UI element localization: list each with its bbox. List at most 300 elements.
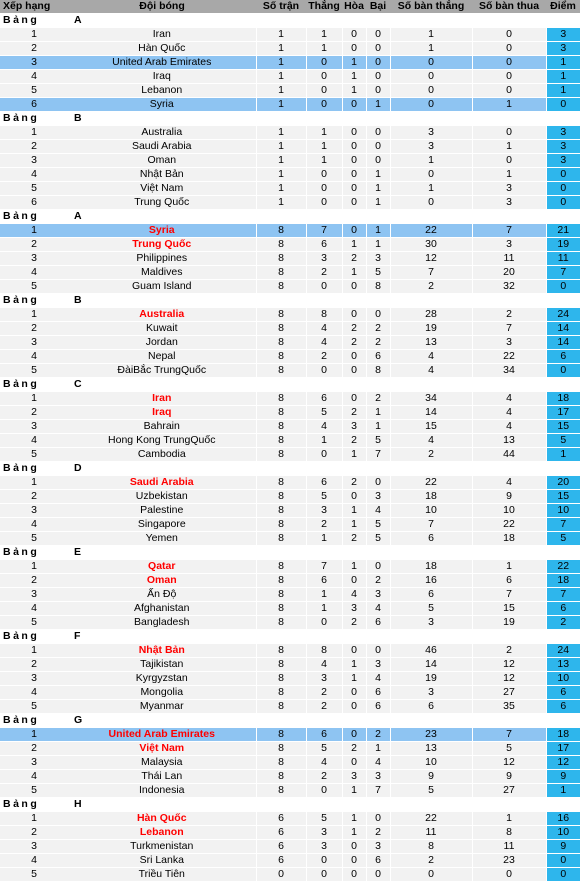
cell-rank: 3 bbox=[0, 840, 68, 854]
table-row bbox=[0, 672, 580, 686]
table-row bbox=[0, 224, 580, 238]
cell-played: 8 bbox=[256, 756, 306, 770]
header-goals-against: Số bàn thua bbox=[472, 0, 546, 14]
cell-won: 0 bbox=[306, 182, 342, 196]
cell-lost: 0 bbox=[366, 70, 390, 84]
cell-lost: 0 bbox=[366, 154, 390, 168]
cell-rank: 4 bbox=[0, 518, 68, 532]
group-letter: G bbox=[68, 714, 256, 728]
cell-points: 7 bbox=[546, 588, 580, 602]
cell-rank: 6 bbox=[0, 196, 68, 210]
cell-drawn: 0 bbox=[342, 196, 366, 210]
cell-won: 4 bbox=[306, 336, 342, 350]
table-row bbox=[0, 644, 580, 658]
cell-won: 3 bbox=[306, 672, 342, 686]
cell-goals-for: 10 bbox=[390, 756, 472, 770]
table-row bbox=[0, 140, 580, 154]
cell-points: 24 bbox=[546, 308, 580, 322]
cell-played: 8 bbox=[256, 280, 306, 294]
cell-played: 8 bbox=[256, 406, 306, 420]
cell-won: 0 bbox=[306, 616, 342, 630]
cell-played: 8 bbox=[256, 490, 306, 504]
group-label: Bảng bbox=[0, 294, 68, 308]
cell-goals-for: 11 bbox=[390, 826, 472, 840]
cell-won: 4 bbox=[306, 756, 342, 770]
cell-played: 1 bbox=[256, 196, 306, 210]
cell-won: 0 bbox=[306, 280, 342, 294]
cell-goals-for: 14 bbox=[390, 406, 472, 420]
cell-points: 22 bbox=[546, 560, 580, 574]
group-label: Bảng bbox=[0, 546, 68, 560]
cell-points: 2 bbox=[546, 616, 580, 630]
cell-played: 8 bbox=[256, 252, 306, 266]
cell-lost: 6 bbox=[366, 700, 390, 714]
cell-goals-for: 9 bbox=[390, 770, 472, 784]
cell-drawn: 1 bbox=[342, 672, 366, 686]
cell-rank: 5 bbox=[0, 280, 68, 294]
group-letter: B bbox=[68, 294, 256, 308]
cell-goals-for: 18 bbox=[390, 490, 472, 504]
cell-points: 6 bbox=[546, 700, 580, 714]
cell-lost: 3 bbox=[366, 588, 390, 602]
table-row bbox=[0, 126, 580, 140]
cell-drawn: 0 bbox=[342, 868, 366, 882]
cell-goals-for: 6 bbox=[390, 532, 472, 546]
cell-goals-for: 4 bbox=[390, 364, 472, 378]
cell-goals-against: 0 bbox=[472, 70, 546, 84]
cell-lost: 3 bbox=[366, 490, 390, 504]
cell-lost: 3 bbox=[366, 252, 390, 266]
cell-team: Syria bbox=[68, 224, 256, 238]
cell-lost: 2 bbox=[366, 574, 390, 588]
group-spacer bbox=[256, 714, 580, 728]
cell-goals-for: 19 bbox=[390, 672, 472, 686]
cell-rank: 5 bbox=[0, 700, 68, 714]
cell-rank: 2 bbox=[0, 826, 68, 840]
cell-played: 8 bbox=[256, 770, 306, 784]
cell-rank: 4 bbox=[0, 350, 68, 364]
cell-drawn: 1 bbox=[342, 84, 366, 98]
cell-points: 1 bbox=[546, 784, 580, 798]
cell-team: Iran bbox=[68, 392, 256, 406]
cell-goals-against: 22 bbox=[472, 518, 546, 532]
table-row bbox=[0, 322, 580, 336]
cell-drawn: 2 bbox=[342, 434, 366, 448]
cell-points: 13 bbox=[546, 658, 580, 672]
cell-played: 1 bbox=[256, 84, 306, 98]
cell-goals-against: 12 bbox=[472, 658, 546, 672]
cell-lost: 3 bbox=[366, 840, 390, 854]
table-row bbox=[0, 392, 580, 406]
cell-drawn: 0 bbox=[342, 42, 366, 56]
cell-drawn: 0 bbox=[342, 280, 366, 294]
cell-won: 2 bbox=[306, 770, 342, 784]
cell-rank: 5 bbox=[0, 182, 68, 196]
cell-goals-for: 1 bbox=[390, 182, 472, 196]
cell-lost: 1 bbox=[366, 224, 390, 238]
table-row bbox=[0, 742, 580, 756]
table-row bbox=[0, 84, 580, 98]
header-played: Số trận bbox=[256, 0, 306, 14]
cell-points: 6 bbox=[546, 350, 580, 364]
cell-team: Hàn Quốc bbox=[68, 812, 256, 826]
cell-drawn: 0 bbox=[342, 350, 366, 364]
cell-rank: 4 bbox=[0, 70, 68, 84]
table-row bbox=[0, 182, 580, 196]
cell-lost: 1 bbox=[366, 182, 390, 196]
cell-drawn: 0 bbox=[342, 182, 366, 196]
header-points: Điểm bbox=[546, 0, 580, 14]
cell-played: 8 bbox=[256, 336, 306, 350]
cell-played: 8 bbox=[256, 392, 306, 406]
cell-goals-for: 13 bbox=[390, 336, 472, 350]
cell-drawn: 0 bbox=[342, 308, 366, 322]
table-row bbox=[0, 266, 580, 280]
cell-lost: 6 bbox=[366, 686, 390, 700]
cell-rank: 3 bbox=[0, 420, 68, 434]
table-row bbox=[0, 364, 580, 378]
cell-points: 16 bbox=[546, 812, 580, 826]
cell-lost: 4 bbox=[366, 504, 390, 518]
cell-rank: 1 bbox=[0, 560, 68, 574]
cell-won: 1 bbox=[306, 154, 342, 168]
cell-team: Triều Tiên bbox=[68, 868, 256, 882]
cell-team: Australia bbox=[68, 308, 256, 322]
cell-rank: 2 bbox=[0, 574, 68, 588]
cell-points: 6 bbox=[546, 602, 580, 616]
cell-goals-against: 4 bbox=[472, 420, 546, 434]
cell-rank: 4 bbox=[0, 854, 68, 868]
cell-won: 0 bbox=[306, 868, 342, 882]
cell-goals-against: 2 bbox=[472, 308, 546, 322]
cell-played: 8 bbox=[256, 588, 306, 602]
cell-played: 8 bbox=[256, 532, 306, 546]
cell-goals-against: 11 bbox=[472, 252, 546, 266]
group-label: Bảng bbox=[0, 798, 68, 812]
cell-team: Malaysia bbox=[68, 756, 256, 770]
cell-played: 8 bbox=[256, 672, 306, 686]
cell-points: 3 bbox=[546, 42, 580, 56]
cell-lost: 1 bbox=[366, 238, 390, 252]
cell-drawn: 2 bbox=[342, 336, 366, 350]
cell-goals-against: 11 bbox=[472, 840, 546, 854]
cell-rank: 5 bbox=[0, 616, 68, 630]
cell-rank: 1 bbox=[0, 28, 68, 42]
cell-played: 8 bbox=[256, 616, 306, 630]
cell-team: Bahrain bbox=[68, 420, 256, 434]
cell-won: 0 bbox=[306, 84, 342, 98]
cell-lost: 6 bbox=[366, 350, 390, 364]
table-row bbox=[0, 350, 580, 364]
cell-won: 2 bbox=[306, 266, 342, 280]
table-row bbox=[0, 574, 580, 588]
cell-rank: 1 bbox=[0, 812, 68, 826]
cell-goals-for: 3 bbox=[390, 126, 472, 140]
cell-played: 1 bbox=[256, 126, 306, 140]
cell-goals-against: 35 bbox=[472, 700, 546, 714]
cell-won: 0 bbox=[306, 784, 342, 798]
cell-team: Hàn Quốc bbox=[68, 42, 256, 56]
cell-lost: 3 bbox=[366, 658, 390, 672]
cell-goals-against: 1 bbox=[472, 812, 546, 826]
table-row bbox=[0, 560, 580, 574]
cell-points: 0 bbox=[546, 182, 580, 196]
cell-drawn: 0 bbox=[342, 728, 366, 742]
group-header bbox=[0, 210, 580, 224]
cell-won: 1 bbox=[306, 42, 342, 56]
table-row bbox=[0, 504, 580, 518]
cell-goals-against: 7 bbox=[472, 588, 546, 602]
cell-points: 10 bbox=[546, 504, 580, 518]
cell-rank: 1 bbox=[0, 126, 68, 140]
cell-goals-for: 34 bbox=[390, 392, 472, 406]
cell-played: 6 bbox=[256, 826, 306, 840]
cell-team: Australia bbox=[68, 126, 256, 140]
cell-goals-against: 20 bbox=[472, 266, 546, 280]
cell-points: 7 bbox=[546, 518, 580, 532]
cell-goals-for: 0 bbox=[390, 868, 472, 882]
cell-played: 8 bbox=[256, 686, 306, 700]
cell-lost: 5 bbox=[366, 266, 390, 280]
cell-goals-for: 7 bbox=[390, 518, 472, 532]
cell-goals-against: 9 bbox=[472, 770, 546, 784]
cell-won: 7 bbox=[306, 224, 342, 238]
cell-played: 8 bbox=[256, 322, 306, 336]
cell-rank: 3 bbox=[0, 336, 68, 350]
table-header bbox=[0, 0, 580, 14]
cell-drawn: 0 bbox=[342, 574, 366, 588]
cell-drawn: 0 bbox=[342, 364, 366, 378]
cell-won: 3 bbox=[306, 840, 342, 854]
cell-lost: 5 bbox=[366, 518, 390, 532]
cell-drawn: 0 bbox=[342, 644, 366, 658]
cell-goals-for: 0 bbox=[390, 196, 472, 210]
cell-rank: 5 bbox=[0, 532, 68, 546]
cell-lost: 0 bbox=[366, 812, 390, 826]
table-row bbox=[0, 518, 580, 532]
cell-lost: 2 bbox=[366, 336, 390, 350]
cell-goals-for: 0 bbox=[390, 84, 472, 98]
group-label: Bảng bbox=[0, 378, 68, 392]
cell-team: Myanmar bbox=[68, 700, 256, 714]
cell-rank: 1 bbox=[0, 224, 68, 238]
cell-played: 8 bbox=[256, 742, 306, 756]
table-row bbox=[0, 840, 580, 854]
cell-goals-against: 0 bbox=[472, 42, 546, 56]
cell-goals-against: 0 bbox=[472, 84, 546, 98]
cell-goals-for: 3 bbox=[390, 616, 472, 630]
cell-won: 1 bbox=[306, 126, 342, 140]
cell-lost: 3 bbox=[366, 770, 390, 784]
cell-goals-against: 0 bbox=[472, 56, 546, 70]
cell-points: 0 bbox=[546, 868, 580, 882]
cell-team: Iraq bbox=[68, 406, 256, 420]
cell-points: 6 bbox=[546, 686, 580, 700]
cell-rank: 4 bbox=[0, 686, 68, 700]
cell-points: 1 bbox=[546, 56, 580, 70]
header-lost: Bại bbox=[366, 0, 390, 14]
cell-played: 1 bbox=[256, 56, 306, 70]
cell-rank: 5 bbox=[0, 364, 68, 378]
cell-drawn: 2 bbox=[342, 322, 366, 336]
cell-won: 8 bbox=[306, 308, 342, 322]
cell-goals-against: 10 bbox=[472, 504, 546, 518]
cell-rank: 1 bbox=[0, 308, 68, 322]
cell-played: 1 bbox=[256, 168, 306, 182]
table-row bbox=[0, 490, 580, 504]
group-letter: A bbox=[68, 210, 256, 224]
cell-goals-for: 19 bbox=[390, 322, 472, 336]
cell-lost: 8 bbox=[366, 280, 390, 294]
cell-lost: 0 bbox=[366, 476, 390, 490]
cell-lost: 4 bbox=[366, 756, 390, 770]
cell-goals-against: 7 bbox=[472, 224, 546, 238]
cell-rank: 1 bbox=[0, 392, 68, 406]
cell-drawn: 2 bbox=[342, 616, 366, 630]
table-row bbox=[0, 28, 580, 42]
cell-won: 1 bbox=[306, 28, 342, 42]
cell-lost: 6 bbox=[366, 854, 390, 868]
cell-points: 21 bbox=[546, 224, 580, 238]
cell-goals-for: 12 bbox=[390, 252, 472, 266]
cell-won: 0 bbox=[306, 98, 342, 112]
cell-lost: 1 bbox=[366, 420, 390, 434]
cell-goals-against: 2 bbox=[472, 644, 546, 658]
group-label: Bảng bbox=[0, 462, 68, 476]
cell-played: 1 bbox=[256, 182, 306, 196]
group-label: Bảng bbox=[0, 112, 68, 126]
cell-rank: 3 bbox=[0, 588, 68, 602]
table-row bbox=[0, 168, 580, 182]
table-row bbox=[0, 854, 580, 868]
cell-drawn: 1 bbox=[342, 826, 366, 840]
cell-drawn: 0 bbox=[342, 840, 366, 854]
cell-rank: 5 bbox=[0, 448, 68, 462]
cell-lost: 0 bbox=[366, 140, 390, 154]
group-spacer bbox=[256, 378, 580, 392]
cell-drawn: 0 bbox=[342, 854, 366, 868]
cell-played: 8 bbox=[256, 644, 306, 658]
cell-goals-for: 1 bbox=[390, 28, 472, 42]
cell-goals-against: 27 bbox=[472, 686, 546, 700]
cell-goals-for: 6 bbox=[390, 588, 472, 602]
cell-lost: 5 bbox=[366, 434, 390, 448]
cell-won: 5 bbox=[306, 812, 342, 826]
cell-lost: 1 bbox=[366, 406, 390, 420]
cell-drawn: 0 bbox=[342, 28, 366, 42]
cell-lost: 1 bbox=[366, 742, 390, 756]
cell-team: Nhật Bản bbox=[68, 168, 256, 182]
table-row bbox=[0, 784, 580, 798]
cell-rank: 2 bbox=[0, 742, 68, 756]
cell-goals-against: 1 bbox=[472, 168, 546, 182]
cell-won: 4 bbox=[306, 658, 342, 672]
cell-won: 1 bbox=[306, 434, 342, 448]
cell-goals-for: 2 bbox=[390, 448, 472, 462]
cell-rank: 2 bbox=[0, 140, 68, 154]
cell-goals-for: 0 bbox=[390, 98, 472, 112]
cell-points: 0 bbox=[546, 196, 580, 210]
cell-played: 8 bbox=[256, 574, 306, 588]
table-row bbox=[0, 308, 580, 322]
table-row bbox=[0, 602, 580, 616]
cell-played: 8 bbox=[256, 434, 306, 448]
cell-team: Nepal bbox=[68, 350, 256, 364]
cell-rank: 5 bbox=[0, 868, 68, 882]
cell-points: 3 bbox=[546, 126, 580, 140]
cell-played: 1 bbox=[256, 28, 306, 42]
group-header bbox=[0, 714, 580, 728]
cell-points: 11 bbox=[546, 252, 580, 266]
group-letter: H bbox=[68, 798, 256, 812]
table-row bbox=[0, 448, 580, 462]
cell-goals-for: 6 bbox=[390, 700, 472, 714]
cell-points: 10 bbox=[546, 672, 580, 686]
cell-team: Uzbekistan bbox=[68, 490, 256, 504]
cell-team: Nhật Bản bbox=[68, 644, 256, 658]
group-letter: E bbox=[68, 546, 256, 560]
table-row bbox=[0, 616, 580, 630]
group-header bbox=[0, 546, 580, 560]
cell-team: Tajikistan bbox=[68, 658, 256, 672]
cell-goals-for: 13 bbox=[390, 742, 472, 756]
cell-played: 8 bbox=[256, 476, 306, 490]
cell-lost: 2 bbox=[366, 392, 390, 406]
cell-goals-against: 5 bbox=[472, 742, 546, 756]
table-row bbox=[0, 154, 580, 168]
group-header bbox=[0, 630, 580, 644]
cell-goals-for: 5 bbox=[390, 602, 472, 616]
group-letter: C bbox=[68, 378, 256, 392]
group-label: Bảng bbox=[0, 630, 68, 644]
cell-team: United Arab Emirates bbox=[68, 728, 256, 742]
cell-rank: 4 bbox=[0, 602, 68, 616]
cell-drawn: 0 bbox=[342, 756, 366, 770]
cell-drawn: 0 bbox=[342, 686, 366, 700]
cell-played: 8 bbox=[256, 350, 306, 364]
cell-goals-for: 7 bbox=[390, 266, 472, 280]
cell-points: 0 bbox=[546, 168, 580, 182]
cell-rank: 5 bbox=[0, 784, 68, 798]
header-drawn: Hòa bbox=[342, 0, 366, 14]
cell-points: 0 bbox=[546, 364, 580, 378]
cell-drawn: 0 bbox=[342, 392, 366, 406]
cell-rank: 4 bbox=[0, 266, 68, 280]
cell-team: Iran bbox=[68, 28, 256, 42]
cell-won: 8 bbox=[306, 644, 342, 658]
table-row bbox=[0, 42, 580, 56]
cell-team: Trung Quốc bbox=[68, 196, 256, 210]
cell-won: 2 bbox=[306, 350, 342, 364]
cell-drawn: 2 bbox=[342, 406, 366, 420]
cell-won: 5 bbox=[306, 742, 342, 756]
cell-lost: 0 bbox=[366, 42, 390, 56]
cell-won: 3 bbox=[306, 252, 342, 266]
cell-played: 6 bbox=[256, 854, 306, 868]
cell-goals-against: 3 bbox=[472, 196, 546, 210]
table-row bbox=[0, 588, 580, 602]
table-body bbox=[0, 14, 580, 882]
cell-lost: 0 bbox=[366, 126, 390, 140]
cell-goals-against: 0 bbox=[472, 126, 546, 140]
cell-lost: 0 bbox=[366, 28, 390, 42]
cell-rank: 3 bbox=[0, 252, 68, 266]
cell-goals-for: 0 bbox=[390, 70, 472, 84]
cell-played: 8 bbox=[256, 308, 306, 322]
cell-won: 1 bbox=[306, 532, 342, 546]
cell-drawn: 2 bbox=[342, 252, 366, 266]
cell-goals-against: 3 bbox=[472, 182, 546, 196]
